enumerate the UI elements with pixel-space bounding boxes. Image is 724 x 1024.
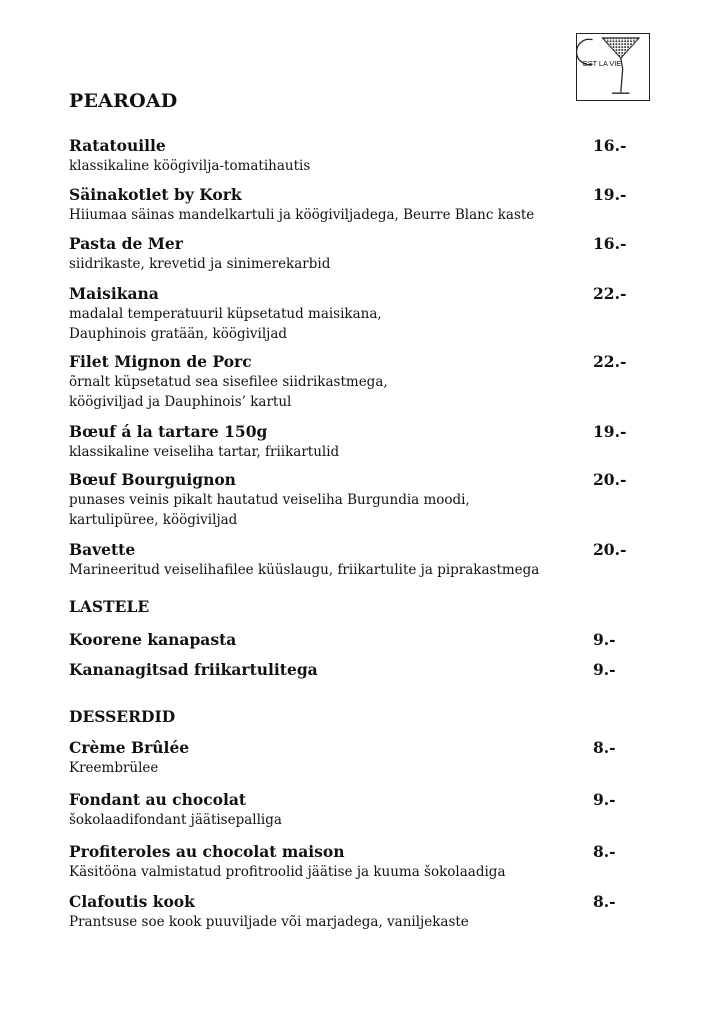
menu-item (69, 892, 629, 932)
menu-item (69, 738, 629, 778)
item-name: Bœuf Bourguignon (69, 470, 236, 489)
item-description (69, 304, 629, 344)
description-line: köögiviljad ja Dauphinois’ kartul (69, 394, 292, 410)
description-line: klassikaline köögivilja-tomatihautis (69, 158, 311, 174)
description-line: punases veinis pikalt hautatud veiseliha Burgundia moodi, (69, 492, 470, 508)
description-line: siidrikaste, krevetid ja sinimerekarbid (69, 256, 331, 272)
item-description (69, 758, 629, 778)
description-line: klassikaline veiseliha tartar, friikartulid (69, 444, 340, 460)
menu-item (69, 842, 629, 882)
description-line: Kreembrülee (69, 760, 159, 776)
item-description (69, 442, 629, 462)
item-description (69, 810, 629, 830)
item-price: 20.- (593, 470, 627, 489)
item-name: Fondant au chocolat (69, 790, 247, 809)
item-price: 16.- (593, 234, 627, 253)
menu-item (69, 540, 629, 580)
menu-item (69, 630, 629, 650)
item-price: 19.- (593, 185, 627, 204)
item-price: 19.- (593, 422, 627, 441)
item-name: Clafoutis kook (69, 892, 195, 911)
item-price: 8.- (593, 738, 616, 757)
item-price: 9.- (593, 790, 616, 809)
description-line: õrnalt küpsetatud sea sisefilee siidrikastmega, (69, 374, 388, 390)
cocktail-glass-icon (577, 34, 649, 100)
item-name: Ratatouille (69, 136, 166, 155)
item-description (69, 862, 629, 882)
item-price: 16.- (593, 136, 627, 155)
description-line: Dauphinois gratään, köögiviljad (69, 326, 288, 342)
menu-item (69, 660, 629, 680)
section-title: PEAROAD (69, 90, 178, 112)
menu-item (69, 136, 629, 176)
description-line: Prantsuse soe kook puuviljade või marjadega, vaniljekaste (69, 914, 469, 930)
item-price: 8.- (593, 892, 616, 911)
logo-text: EST LA VIE (582, 59, 622, 69)
item-name: Säinakotlet by Kork (69, 185, 242, 204)
item-description (69, 912, 629, 932)
item-price: 20.- (593, 540, 627, 559)
item-name: Profiteroles au chocolat maison (69, 842, 345, 861)
menu-item (69, 185, 629, 225)
item-price: 9.- (593, 660, 616, 679)
menu-item (69, 470, 629, 530)
item-description (69, 254, 629, 274)
item-description (69, 490, 629, 530)
item-description (69, 205, 629, 225)
description-line: Marineeritud veiselihafilee küüslaugu, friikartulite ja piprakastmega (69, 562, 540, 578)
item-price: 22.- (593, 352, 627, 371)
section-title: DESSERDID (69, 707, 176, 726)
description-line: kartulipüree, köögiviljad (69, 512, 238, 528)
item-name: Filet Mignon de Porc (69, 352, 252, 371)
item-description (69, 372, 629, 412)
logo (576, 33, 650, 101)
item-description (69, 560, 629, 580)
description-line: Hiiumaa säinas mandelkartuli ja köögiviljadega, Beurre Blanc kaste (69, 207, 535, 223)
item-price: 9.- (593, 630, 616, 649)
description-line: Käsitööna valmistatud profitroolid jäätise ja kuuma šokolaadiga (69, 864, 506, 880)
menu-item (69, 790, 629, 830)
menu-item (69, 284, 629, 344)
item-name: Bœuf á la tartare 150g (69, 422, 268, 441)
description-line: šokolaadifondant jäätisepalliga (69, 812, 282, 828)
menu-item (69, 422, 629, 462)
section-title: LASTELE (69, 597, 150, 616)
item-description (69, 156, 629, 176)
item-name: Crème Brûlée (69, 738, 190, 757)
item-price: 22.- (593, 284, 627, 303)
description-line: madalal temperatuuril küpsetatud maisikana, (69, 306, 382, 322)
item-name: Bavette (69, 540, 136, 559)
menu-item (69, 352, 629, 412)
item-name: Kananagitsad friikartulitega (69, 660, 318, 679)
item-name: Koorene kanapasta (69, 630, 237, 649)
item-price: 8.- (593, 842, 616, 861)
item-name: Maisikana (69, 284, 159, 303)
menu-item (69, 234, 629, 274)
item-name: Pasta de Mer (69, 234, 183, 253)
